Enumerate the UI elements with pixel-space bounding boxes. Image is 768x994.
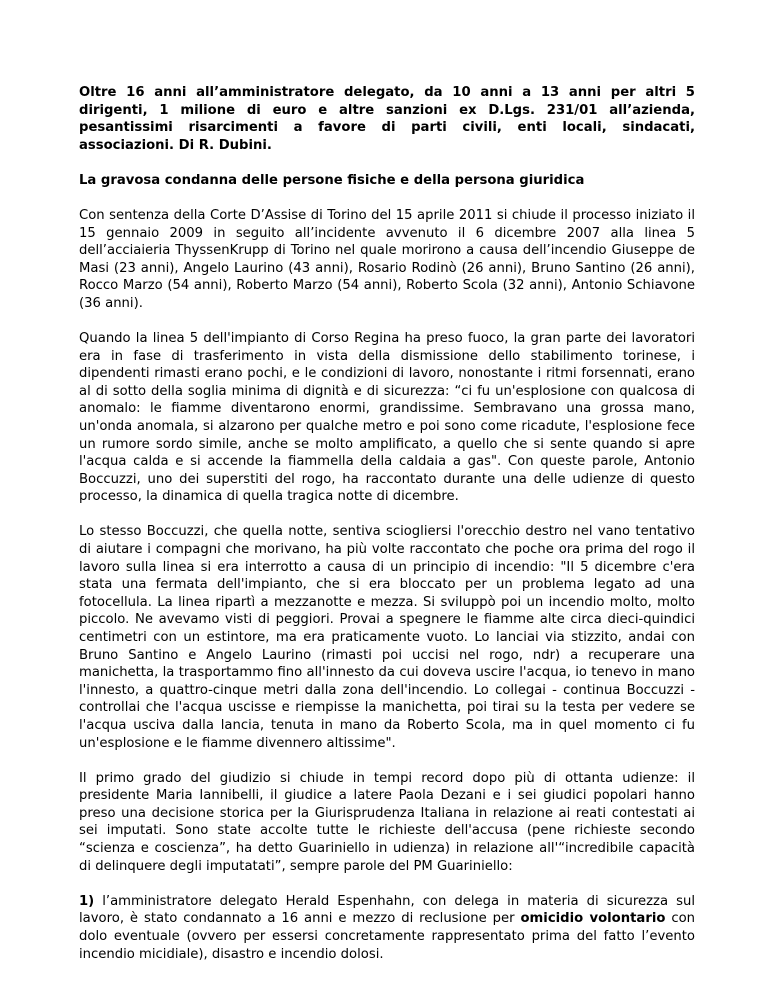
list-item-emphasis: omicidio volontario [520,911,666,927]
paragraph-sentence: Con sentenza della Corte D’Assise di Torino del 15 aprile 2011 si chiude il processo iniziato il 15 gennaio 2009 in seguito all’incidente avvenuto il 6 dicembre 2007 alla linea 5 dell’acciaieria ThyssenKrupp di Torino nel quale morirono a causa dell’incendio Giuseppe de Masi (23 anni), Angelo Laurino (43 anni), Rosario Rodinò (26 anni), Bruno Santino (26 anni), Rocco Marzo (54 anni), Roberto Marzo (54 anni), Roberto Scola (32 anni), Antonio Schiavone (36 anni). [79,207,695,311]
section-title: La gravosa condanna delle persone fisiche e della persona giuridica [79,172,585,188]
paragraph-testimony: Quando la linea 5 dell'impianto di Corso Regina ha preso fuoco, la gran parte dei lavoratori era in fase di trasferimento in vista della dismissione dello stabilimento torinese, i dipendenti rimasti erano pochi, e le condizioni di lavoro, nonostante i ritmi forsennati, erano al di sotto della soglia minima di dignità e di sicurezza: “ci fu un'esplosione con qualcosa di anomalo: le fiamme diventarono enormi, grandissime. Sembravano una grossa mano, un'onda anomala, si alzarono per qualche metro e poi sono come ricadute, l'esplosione fece un rumore sordo simile, anche se molto amplificato, a quello che si sente quando si apre l'acqua calda e si accende la fiammella della caldaia a gas". Con queste parole, Antonio Boccuzzi, uno dei superstiti del rogo, ha raccontato durante una delle udienze di questo processo, la dinamica di quella tragica notte di dicembre. [79,331,695,505]
list-item-text-after: con dolo eventuale (ovvero per essersi concretamente rappresentato prima del fatto l’evento incendio micidiale), disastro e incendio dolosi. [79,911,696,962]
list-item-text-before: l’amministratore delegato Herald Espenhahn, con delega in materia di sicurezza sul lavoro, è stato condannato a 16 anni e mezzo di reclusione per [79,893,695,927]
document-page [79,84,695,981]
article-headline: Oltre 16 anni all’amministratore delegato, da 10 anni a 13 anni per altri 5 dirigenti, 1 milione di euro e altre sanzioni ex D.Lgs. 231/01 all’azienda, pesantissimi risarcimenti a favore di parti civili, enti locali, sindacati, associazioni. Di R. Dubini. [79,85,695,153]
list-item-number: 1) [79,893,95,909]
list-item-1 [79,893,695,963]
paragraph-boccuzzi-account: Lo stesso Boccuzzi, che quella notte, sentiva sciogliersi l'orecchio destro nel vano tentativo di aiutare i compagni che morivano, ha più volte raccontato che poche ora prima del rogo il lavoro sulla linea si era interrotto a causa di un principio di incendio: "Il 5 dicembre c'era stata una fermata dell'impianto, che si era bloccato per un problema legato ad una fotocellula. La linea ripartì a mezzanotte e mezza. Si sviluppò poi un incendio molto, molto piccolo. Ne avevamo visti di peggiori. Provai a spegnere le fiamme alte circa dieci-quindici centimetri con un estintore, ma era praticamente vuoto. Lo lanciai via stizzito, andai con Bruno Santino e Angelo Laurino (rimasti poi uccisi nel rogo, ndr) a recuperare una manichetta, la trasportammo fino all'innesto da cui doveva uscire l'acqua, io tenevo in mano l'innesto, a quattro-cinque metri dalla zona dell'incendio. Lo collegai - continua Boccuzzi - controllai che l'acqua uscisse e riempisse la manichetta, poi tirai su la testa per vedere se l'acqua usciva dalla lancia, tenuta in mano da Roberto Scola, ma in quel momento ci fu un'esplosione e le fiamme divennero altissime". [79,524,695,751]
paragraph-trial-outcome: Il primo grado del giudizio si chiude in tempi record dopo più di ottanta udienze: il presidente Maria Iannibelli, il giudice a latere Paola Dezani e i sei giudici popolari hanno preso una decisione storica per la Giurisprudenza Italiana in relazione ai reati contestati ai sei imputati. Sono state accolte tutte le richieste dell'accusa (pene richieste secondo “scienza e coscienza”, ha detto Guariniello in udienza) in relazione all'“incredibile capacità di delinquere degli imputatati”, sempre parole del PM Guariniello: [79,770,695,874]
